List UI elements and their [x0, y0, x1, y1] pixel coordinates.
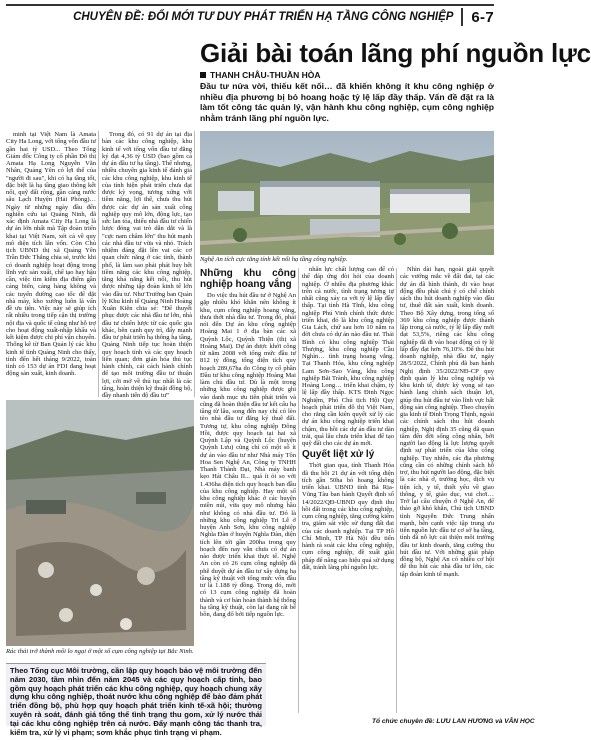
subheading: Những khu công nghiệp hoang vắng [200, 268, 296, 290]
column-text: Trong đó, có 91 dự án tại địa bàn các khu công nghiệp, khu kinh tế với tổng vốn đầu tư đăng ký đạt 4,36 tỷ USD (bao gồm cả dự án đầu tư hạ tầng). Thế nhưng, nhiều chuyên gia kinh tế đánh giá các khu công nghiệp, khu kinh tế của tỉnh hiện phát triển chưa đạt được kỳ vọng, tương xứng với tiềm năng, lợi thế, chưa thu hút được các dự án sản xuất công nghiệp quy mô lớn, động lực, tạo sức lan tỏa, thiếu nhà đầu tư chiến lược đóng vai trò dẫn dắt và là "cực nam châm lớn" thu hút mạnh các nhà đầu tư vừa và nhỏ. Trách nhiệm đáng đặt lên vai các cơ quan chức năng ở các tỉnh, thành phố, là làm sao phải phát huy hết tiềm năng các khu công nghiệp, tăng khả năng kết nối, thu hút được những tập đoàn kinh tế lớn vào đầu tư. Như Trưởng ban Quản lý Khu kinh tế Quảng Ninh Hoàng Xuân Kiên chia sẻ: "Để thuyết phục được các nhà đầu tư lớn, nhà đầu tư chiến lược từ các quốc gia khác, bên cạnh quy trì, đẩy mạnh đầu tư phát triển hạ thông hạ tầng, Quảng Ninh tiếp tục hoàn thiện quy hoạch tỉnh và các quy hoạch liên quan; đơn giản hóa thủ tục hành chính, cải cách hành chính để tạo môi trường đầu tư thuận lợi, cởi mở về thủ tục nhất là các tầng, hoàn thiện kỹ thuật đồng bộ, đầy nhanh tiến độ đầu tư" [102, 131, 192, 399]
column-text: nhân lực chất lượng cao để có thể đáp ứng đòi hỏi của doanh nghiệp. Ở nhiều địa phương khác trên cả nước, tình trạng tương tự nhất cũng xảy ra với tỷ lệ lấp đầy thấp. Tại tỉnh Hà Tĩnh, khu công nghiệp Phú Vinh chính thức được triển khai, đó là khu công nghiệp Gia Lách, chứ sau hơn 10 năm ra đời chưa có dự án nào đầu tư. Thái Bình có khu công nghiệp Thái Thượng, khu công nghiệp Cầu Nghìn… tình trạng hoang vắng. Tại Thanh Hóa, khu công nghiệp Lam Sơn–Sao Vàng, khu công nghiệp Bãi Trành, khu công nghiệp Hoàng Long… triển khai chậm, tỷ lệ lấp đầy thấp. KTS Đinh Ngọc Nghiệm, Phó Chủ tịch Hội Quy hoạch phát triển đô thị Việt Nam, cho rằng cần kiên quyết xử lý các dự án khu công nghiệp triển khai chậm, thu hồi các dự án đầu tư dàn trải, quá lâu chưa triển khai để tạo quỹ đất cho các dự án mới. [302, 266, 394, 447]
section-header [6, 6, 494, 28]
body-column-5 [400, 266, 494, 713]
waste-photo [6, 400, 194, 646]
column-text: minh tại Việt Nam là Amata City Ha Long, với tổng vốn đầu tư gần hai tỷ USD... Theo Tổng Giám đốc Công ty cổ phần Đô thị Amata Hạ Long Nguyễn Văn Nhân, Quảng Yên có lợi thế của "người đi sau", khi có hạ tầng tốt, đặc biệt là hạ tầng giao thông kết nối, quỹ đất rộng, gần cảng nước sâu Lạch Huyện (Hải Phòng)… Ngày từ những ngày đầu đến nghiên cứu tại Quảng Ninh, đã xác định Amata City Hạ Long là dự án lớn nhất mà Tập đoàn triển khai tại Việt Nam, xét cả về quy mô diện tích lẫn vốn. Còn Chủ tịch UBND thị xã Quảng Yên Trần Đức Thắng chia sẻ, trước khi có doanh nghiệp hoạt động trong lĩnh vực sản xuất, chế tạo hay hậu cần, việc tìm kiếm địa điểm gần cảng biển, cảng hàng không và các tuyến đường cao tốc để đặt nhà máy, kho xưởng luôn là vấn đề ưu tiên. Việc này sẽ giúp ích rất nhiều trong tiếp cận thị trường nội địa và quốc tế cũng như hỗ trợ cho hoạt động xuất-nhập khẩu và kết kiệm được chi phí vận chuyển. Thống kê từ Ban Quản lý các khu kinh tế tỉnh Quảng Ninh cho thấy, tính đến hết tháng 9/2022, toàn tỉnh có 153 dự án FDI đang hoạt động sản xuất, kinh doanh. [6, 131, 97, 378]
highlight-box [6, 663, 266, 737]
highlight-box-text: Theo Tổng cục Môi trường, cần lập quy hoạch bảo vệ môi trường đến năm 2030, tầm nhìn đến năm 2045 và các quy hoạch cấp tỉnh, bao gồm quy hoạch phát triển các khu công nghiệp, quy hoạch chung xây dựng khu công nghiệp, thoát nước khu công nghiệp để bảo đảm phát triển đồng bộ, phù hợp quy hoạch phát triển kinh tế-xã hội; thường xuyên rà soát, đánh giá tổng thể tình trạng thu gom, xử lý nước thải tại các khu công nghiệp trên cả nước. Đẩy mạnh công tác thanh tra, kiểm tra, xử lý vi phạm; sơm khắc phục tình trạng vi phạm. [10, 666, 262, 737]
column-text: Do việc thu hút đầu tư ở Nghệ An gặp nhiều khó khăn nên không ít khu, cụm công nghiệp hoang vắng, thưa thớt nhà đầu tư. Trong đó, phải nói đến Dự án khu công nghiệp Hoàng Mai 1 ở địa bàn các xã Quỳnh Lộc, Quỳnh Thiện (thị xã Hoàng Mai). Dự án được khởi công từ năm 2008 với tổng mức đầu tư 812 tỷ đồng, tổng diện tích quy hoạch 289,67ha do Công ty cổ phần Đầu tư khu công nghiệp Hoàng Mai làm chủ đầu tư. Dù là một trong những khu công nghiệp được ghi vào danh mục ưu tiên phát triển và cũng đã hoàn thiện đầu tư kết cấu hạ tầng từ lâu, song đến nay chỉ có lèo tèo nhà đầu tư đăng ký thuê đất. Tương tự, khu công nghiệp Đông Hồi, được quy hoạch tại hai xã Quỳnh Lập và Quỳnh Lộc (huyện Quỳnh Lưu) cũng chỉ có một số ít dự án vào đầu tư như Nhà máy Tôn Hoa Sen Nghệ An, Công ty TNHH Thanh Thành Đạt, Nhà máy banh kẹo Hải Châu II... quá ít ỏi so với 1.436ha diện tích quy hoạch ban đầu của khu công nghiệp. Hay một số khu công nghiệp khác ở các huyện miền núi, vừa quy mô nhưng hầu như không có nhà đầu tư. Đó là những khu công nghiệp Tri Lễ ở huyện Anh Sơn, khu công nghiệp Nghĩa Đàn ở huyện Nghĩa Đàn, diện tích lên tới gần 200ha trong quy hoạch đến nay vẫn chưa có dự án nào được triển khai thực tế. Nghệ An còn có 26 cụm công nghiệp đã phê duyệt dự án đầu tư xây dựng hạ tầng kỹ thuật với tổng mức vốn đầu tư là 1.188 tỷ đồng. Trong đó, mới có 13 cụm công nghiệp đã hoàn thành và cơ bản hoàn thành hệ thống hạ tầng kỹ thuật, còn lại đang rất bế bồn, đang đổ bởi tiếp nguồn lực. [200, 292, 296, 618]
top-photo-caption: Nghệ An tích cực tăng tính kết nối hạ tầng công nghiệp. [200, 256, 348, 263]
body-column-1 [6, 131, 96, 397]
header-separator [461, 8, 463, 26]
footer-credit: Tổ chức chuyên đề: LƯU LAN HƯƠNG và VÂN HỌC [372, 718, 535, 725]
body-column-3 [200, 266, 296, 713]
column-divider [298, 268, 299, 713]
column-text: Thời gian qua, tỉnh Thanh Hóa đã thu hồi 21 dự án với tổng diện tích gần 50ha bỏ hoang không triển khai. UBND tỉnh Bà Rịa-Vũng Tàu ban hành Quyết định số 14/2022/QĐ-UBND quy định thu hồi đất trong các khu công nghiệp, cụm công nghiệp, tăng cường kiểm tra, giám sát việc sử dụng đất đai của các doanh nghiệp. Tại TP Hồ Chí Minh, TP Hà Nội đều tiến hành rà soát các khu công nghiệp, cụm công nghiệp, đề xuất giải pháp để nâng cao hiệu quả sử dụng đất, tránh lãng phí nguồn lực. [302, 462, 394, 571]
column-text: Nhìn dài hạn, ngoài giải quyết các vướng mắc về đất đai, tại các dự án đã hình thành, đi vào hoạt động đều phải chú ý có chế chính sách thu hút doanh nghiệp vào đầu tư, thuê đất sản xuất, kinh doanh. Theo Bộ Xây dựng, trong tổng số 369 khu công nghiệp được thành lập trong cả nước, tỷ lệ lấp đầy mới đạt 53,5%, riêng các khu công nghiệp đã đi vào hoạt động có tỷ lệ lấp đầy đạt hơn 76,10%. Để thu hút doanh nghiệp, nhà đầu tư, ngày 28/5/2022, Chính phủ đã ban hành Nghị định 35/2022/NĐ-CP quy định quản lý khu công nghiệp và khu kinh tế, được kỳ vọng sẽ tạo hành lang chính sách thuận lợi, giúp thu hút đầu tư vào lĩnh vực bất động sản công nghiệp. Theo chuyên gia kinh tế Đinh Trọng Thịnh, ngoài các chính sách thu hút doanh nghiệp, Nghị định 35 cũng đã quan tâm đến đời sống công nhân, bởi người lao động là lực lượng quyết định sự phát triển của khu công nghiệp. Tuy nhiên, các địa phương cũng cần có những chính sách hỗ trợ, thu hút người lao động, đặc biệt là các nhà ở, trường học, dịch vụ tiện ích, y tế, thiết yếu về giao thông, y tế, giáo dục, vui chơi… Trở lại câu chuyện ở Nghệ An, để thảo gỡ khó khăn, Chủ tịch UBND tỉnh Nguyễn Đức Trung nhấn mạnh, bên cạnh việc tập trung ưu tiên nguồn lực đầu tư cơ sở hạ tầng, tỉnh đã nỗ lực cải thiện môi trường đầu tư kinh doanh, tăng cường thu hút đầu tư. Với những giải pháp đồng bộ, Nghệ An có nhiều cơ hội để thu hút các nhà đầu tư lớn, các tập đoàn kinh tế mạnh. [400, 266, 494, 578]
column-divider [194, 131, 195, 397]
section-title: CHUYÊN ĐỀ: ĐỔI MỚI TƯ DUY PHÁT TRIỂN HẠ TẦNG CÔNG NGHIỆP [73, 11, 454, 23]
subheading: Quyết liệt xử lý [302, 449, 375, 461]
left-photo-caption: Rác thải trở thành mối lo ngại ở một số cụm công nghiệp tại Bắc Ninh. [6, 648, 194, 655]
byline-square-icon [200, 72, 206, 78]
industrial-park-photo [200, 131, 494, 255]
body-column-2 [102, 131, 192, 397]
article-sapo: Đầu tư nửa vời, thiếu kết nối… đã khiến không ít khu công nghiệp ở nhiều địa phương bị bỏ hoang hoặc tỷ lệ lấp đầy thấp. Vấn đề đặt ra là làm tốt công tác quản lý, vận hành khu công nghiệp, cụm công nghiệp nhằm tránh lãng phí nguồn lực. [200, 81, 494, 123]
page-numbers: 6-7 [471, 8, 494, 26]
byline-text: THANH CHÂU-THUẦN HÒA [210, 70, 321, 80]
article-title: Giải bài toán lãng phí nguồn lực [200, 38, 591, 68]
industrial-park-illustration [200, 131, 494, 255]
column-divider [98, 131, 99, 397]
waste-illustration [6, 400, 194, 646]
byline [200, 70, 321, 80]
body-column-4 [302, 266, 394, 713]
column-divider [396, 268, 397, 713]
